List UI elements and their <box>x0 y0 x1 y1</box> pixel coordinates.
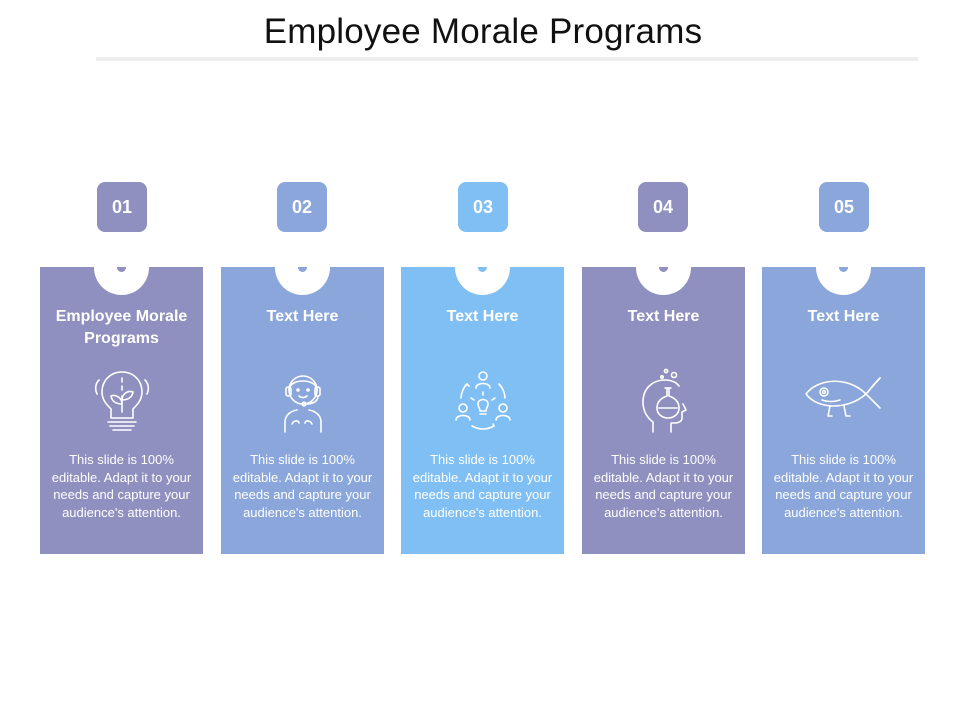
card-title: Text Here <box>627 308 700 325</box>
fish-icon <box>800 366 890 436</box>
card-description: This slide is 100% editable. Adapt it to your needs and capture your audience's attention. <box>51 452 192 520</box>
program-column-3 <box>401 0 564 720</box>
program-column-4 <box>582 0 745 720</box>
card-description: This slide is 100% editable. Adapt it to your needs and capture your audience's attention. <box>593 452 734 520</box>
number-badge: 02 <box>277 182 327 232</box>
card-title: Text Here <box>446 308 519 325</box>
program-card <box>40 267 203 554</box>
card-description: This slide is 100% editable. Adapt it to your needs and capture your audience's attention. <box>773 452 914 520</box>
program-column-2 <box>221 0 384 720</box>
number-badge: 01 <box>97 182 147 232</box>
page-title: Employee Morale Programs <box>263 12 703 51</box>
plant-bulb-icon <box>91 366 153 436</box>
card-description: This slide is 100% editable. Adapt it to your needs and capture your audience's attention. <box>232 452 373 520</box>
card-title: Employee Morale Programs <box>55 308 188 347</box>
number-badge: 05 <box>819 182 869 232</box>
program-card <box>582 267 745 554</box>
program-card <box>221 267 384 554</box>
program-column-5 <box>762 0 925 720</box>
program-card <box>401 267 564 554</box>
card-description: This slide is 100% editable. Adapt it to your needs and capture your audience's attention. <box>412 452 553 520</box>
support-agent-icon <box>272 366 334 436</box>
team-idea-cycle-icon <box>452 366 514 436</box>
head-flask-icon <box>633 366 695 436</box>
number-badge: 04 <box>638 182 688 232</box>
program-card <box>762 267 925 554</box>
program-column-1 <box>40 0 203 720</box>
number-badge: 03 <box>458 182 508 232</box>
card-title: Text Here <box>807 308 880 325</box>
card-title: Text Here <box>266 308 339 325</box>
